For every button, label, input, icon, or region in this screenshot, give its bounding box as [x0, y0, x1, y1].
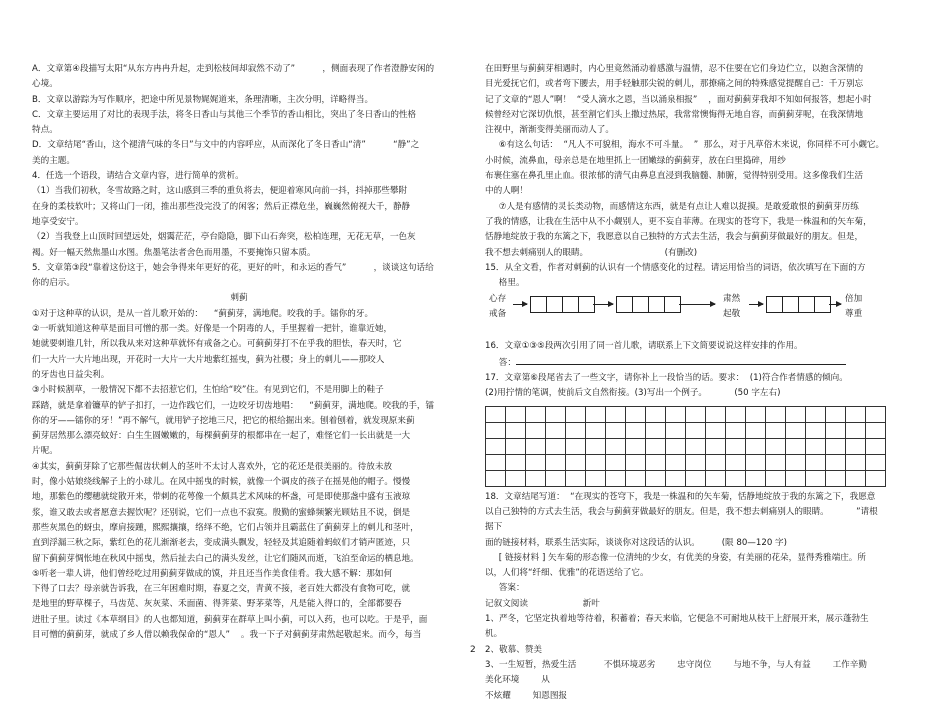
- grid-cell[interactable]: [766, 455, 786, 471]
- emotion-flow-diagram: [487, 293, 885, 337]
- text-line: 5．文章第③段“靠着这份这于，她会争得来年更好的花，更好的叶，和永运的香气” ，谈谈这句话给: [32, 262, 434, 273]
- text-line: 在田野里与蓟蓟芽相遇时，内心里竟然涌动着感激与温情，忍不住要在它们身边伫立，以抱含深情的: [485, 64, 864, 74]
- arrow-icon: [749, 304, 763, 305]
- grid-row: [486, 423, 886, 439]
- text-line: 面的链接材料，联系生活实际，谈谈你对这段话的认识。 (限 80—120 字): [485, 537, 787, 548]
- text-line: 候曾经对它深切仇恨，甚至割它们头上撒过热尿，我常常懊悔得无地自容，而蓟蓟芽呢，在我深情地: [485, 109, 864, 120]
- grid-cell[interactable]: [786, 439, 806, 455]
- grid-cell[interactable]: [646, 439, 666, 455]
- grid-cell[interactable]: [666, 455, 686, 471]
- text-line: B．文章以游踪为写作顺序，把途中所见景物娓娓道来，条理清晰，主次分明，详略得当。: [32, 94, 374, 105]
- grid-cell[interactable]: [806, 407, 826, 423]
- grid-cell[interactable]: [826, 407, 846, 423]
- text-line: ①对于这种草的认识，是从一首儿歌开始的： “蓟蓟芽，满地爬。咬我的手。镭你的牙。: [32, 308, 374, 319]
- grid-cell[interactable]: [786, 423, 806, 439]
- grid-cell[interactable]: [506, 471, 526, 487]
- text-line: 美的主题。: [32, 155, 75, 166]
- grid-cell[interactable]: [666, 423, 686, 439]
- text-line: 她就要刺谁几针，所以我从来对这种草就怀有戒备之心。可蓟蓟芽打不在乎我的胆怯，春天时，它: [32, 339, 402, 350]
- grid-cell[interactable]: [566, 439, 586, 455]
- grid-cell[interactable]: [806, 471, 826, 487]
- text-line: 心境。: [32, 79, 58, 90]
- text-line: 们一大片一大片地出现，开花时一大片一大片地紫红摇曳，蓟为社稷；身上的刺儿——那咬人: [32, 354, 385, 365]
- text-line: 以自己独特的方式去生活，我会与蓟蓟芽做最好的朋友。但是，我不想去刺痛别人的眼睛。 ”请根据下: [485, 506, 878, 533]
- text-line: 时，像小姑娘绕线解子上的小球儿。在风中摇曳的时候，就像一个调皮的孩子在摇晃他的帽子。慢慢: [32, 477, 411, 488]
- answer-line[interactable]: [516, 355, 846, 365]
- grid-cell[interactable]: [726, 407, 746, 423]
- grid-cell[interactable]: [726, 439, 746, 455]
- grid-cell[interactable]: [666, 407, 686, 423]
- text-line: 特点。: [32, 125, 58, 136]
- left-column: [32, 62, 446, 643]
- text-line: 直到浮漏三秋之际，紫红色的花儿渐渐老去，变成满头飘发，轻轻及其追随着蚂蚁们才销声匿迹，只: [32, 538, 411, 549]
- grid-cell[interactable]: [806, 439, 826, 455]
- question-18-and-answers: [485, 490, 889, 704]
- text-line: 目可憎的蓟蓟芽，就成了乡人借以赖我保命的“恩人” 。我一下子对蓟蓟芽肃然起敬起来。而今，每当: [32, 629, 422, 640]
- text-line: 留下蓟蓟芽惆怅地在秋风中摇曳，然后扯去白己的满头发丝，让它们随风而逝，飞泊至命运的栖息地。: [32, 553, 419, 564]
- grid-cell[interactable]: [646, 455, 666, 471]
- grid-cell[interactable]: [586, 471, 606, 487]
- grid-cell[interactable]: [486, 407, 506, 423]
- text-line: 以，人们将“纤细、优雅”的花语送给了它。: [485, 568, 649, 579]
- grid-cell[interactable]: [786, 407, 806, 423]
- writing-grid[interactable]: [485, 406, 886, 487]
- grid-cell[interactable]: [666, 439, 686, 455]
- grid-cell[interactable]: [866, 407, 886, 423]
- text-line: ⑦人是有感情的灵长类动物，而感情这东西，就是有点让人难以捉摸。是敢爱敢恨的蓟蓟芽历练: [498, 201, 859, 212]
- text-line: 3、一生短暂，热爱生活 不惧环境恶劣 忠守岗位 与地不争，与人有益 工作辛勤 美化环境 从: [485, 659, 889, 686]
- text-line: 1、严冬，它坚定执着地等待着，积蓄着；春天来临，它便急不可耐地从枝干上舒展开来，展示蓬勃生: [485, 614, 869, 625]
- grid-cell[interactable]: [746, 471, 766, 487]
- text-line: 答案：: [498, 583, 525, 594]
- grid-cell[interactable]: [546, 423, 566, 439]
- grid-cell[interactable]: [686, 439, 706, 455]
- right-column: [485, 62, 889, 704]
- grid-cell[interactable]: [766, 471, 786, 487]
- text-line: 15．从全文看，作者对刺蓟的认识有一个情感变化的过程。请运用恰当的词语，依次填写在下面的方: [485, 262, 866, 273]
- text-line: 布裹住塞在鼻孔里止血。很浓郁的清气由鼻息直浸到我脑髓、肺腑，觉得特别受用。这多像我们生活: [485, 171, 864, 182]
- text-line: 恬静地绽放于我的东篱之下，我愿意以自己独特的方式去生活，我会与蓟蓟芽做最好的朋友。但是，: [485, 232, 864, 243]
- text-line: ④其实，蓟蓟芽除了它那些倔齿状刺人的茎叶不太讨人喜欢外，它的花还是很美丽的。待放未放: [32, 461, 393, 472]
- grid-cell[interactable]: [866, 423, 886, 439]
- grid-cell[interactable]: [566, 407, 586, 423]
- text-line: A．文章第④段描写太阳“从东方冉冉升起，走到松枝间却寂然不动了” ，侧面表现了作者澄静安闲的: [32, 64, 435, 74]
- grid-cell[interactable]: [746, 407, 766, 423]
- flow-label: 心存: [489, 294, 507, 305]
- arrow-icon: [829, 304, 841, 305]
- grid-row: [486, 407, 886, 423]
- text-line: ⑤听老一辈人讲，他们曾经吃过用蓟蓟芽做成的馍，并且还当作美食佳肴。我大感不解：那如何: [32, 568, 393, 579]
- grid-cell[interactable]: [706, 455, 726, 471]
- text-line: 地，那紫色的缨穗就绽散开来，带刺的花萼像一个颇具艺术风味的杯盏，可是即使那盏中盛有玉液琼: [32, 492, 411, 503]
- grid-cell[interactable]: [526, 471, 546, 487]
- text-line: 记了文章的“恩人”啊！ “受人滴水之恩，当以涌泉相报” ，面对蓟蓟芽我却不知如何报答，想起小时: [485, 94, 872, 105]
- text-line: 中的人啊！: [485, 186, 528, 197]
- grid-cell[interactable]: [806, 423, 826, 439]
- grid-cell[interactable]: [766, 439, 786, 455]
- text-line: 踩踏，就是拿着镰草的铲子扣打，一边作践它们，一边咬牙切齿地唱： “蓟蓟芽，满地爬。咬我的手，镭: [32, 400, 435, 411]
- grid-cell[interactable]: [866, 455, 886, 471]
- grid-cell[interactable]: [506, 407, 526, 423]
- grid-cell[interactable]: [846, 455, 866, 471]
- text-line: ②一听就知道这种草是面目可憎的那一类。好像是一个阴毒的人，手里握着一把针，谁靠近她，: [32, 324, 393, 335]
- grid-cell[interactable]: [686, 471, 706, 487]
- text-line: （2）当我登上山顶时回望远处，烟霭茫茫，亭台隐隐，脚下山石奔突，松柏连理，无花无草，一色灰: [32, 232, 416, 243]
- text-line: 在身的柔枝软叶；又将山门一闭，推出那些没完没了的闲客；然后正襟危坐，巍巍然俯视大千，静静: [32, 201, 411, 212]
- grid-cell[interactable]: [726, 471, 746, 487]
- grid-cell[interactable]: [686, 407, 706, 423]
- text-line: 蓟芽居然那么漂亮蚊好：白生生圆嫩嫩的，每棵蓟蓟芽的根都串在一起了，难怪它们一长出就是一大: [32, 431, 411, 442]
- grid-cell[interactable]: [826, 471, 846, 487]
- text-line: 了我的情感，让我在生活中从不小觑别人，更不妄自菲薄。在现实的苍穹下，我是一株温和的矢车菊，: [485, 216, 872, 227]
- grid-cell[interactable]: [566, 471, 586, 487]
- grid-cell[interactable]: [746, 455, 766, 471]
- grid-cell[interactable]: [586, 455, 606, 471]
- grid-cell[interactable]: [566, 423, 586, 439]
- grid-cell[interactable]: [646, 471, 666, 487]
- text-line: 17．文章第⑥段尾省去了一些文字，请你补上一段恰当的话。要求： (1)符合作者情感的倾向。: [485, 373, 848, 384]
- text-line: 16．文章①③⑤段两次引用了同一首儿歌，请联系上下文简要说说这样安排的作用。: [485, 341, 803, 352]
- text-line: 浆，谁又敢去或者愿意去握饮呢？还别说，它们一点也不寂寞。殷勤的蜜蜂频繁光顾姑且不说，倒是: [32, 507, 411, 518]
- text-line: 不炫耀 知恩图报: [485, 690, 568, 701]
- grid-cell[interactable]: [626, 455, 646, 471]
- arrow-icon: [679, 304, 715, 305]
- grid-cell[interactable]: [706, 423, 726, 439]
- text-line: 2、敬慕、赞美: [485, 644, 543, 655]
- flow-label: 起敬: [723, 309, 741, 320]
- text-line: 褐。好一幅天然焦墨山水图。焦墨笔法者舍色而用墨，不要掩饰只留本质。: [32, 247, 316, 258]
- grid-cell[interactable]: [486, 439, 506, 455]
- grid-cell[interactable]: [546, 439, 566, 455]
- grid-cell[interactable]: [606, 455, 626, 471]
- flow-label: 肃然: [723, 294, 741, 305]
- grid-cell[interactable]: [526, 439, 546, 455]
- answer-box-group[interactable]: [767, 296, 831, 313]
- grid-cell[interactable]: [786, 471, 806, 487]
- text-line: 进肚子里。读过《本草纲目》的人也都知道，蓟蓟芽在群草上叫小蓟，可以入药，也可以吃。于是乎，面: [32, 614, 428, 625]
- grid-cell[interactable]: [826, 455, 846, 471]
- grid-cell[interactable]: [606, 471, 626, 487]
- text-line: 是地里的野草棵子，马齿苋、灰灰菜、禾面菌、得荠菜、野茅菜等，凡是能入得口的，全部都要吞: [32, 599, 402, 610]
- text-line: D．文章结尾“香山，这个褪清气味的冬日”与文中的内容呼应，从而深化了冬日香山“清” “静”之: [32, 140, 420, 151]
- answer-box-group[interactable]: [531, 296, 595, 313]
- grid-cell[interactable]: [826, 439, 846, 455]
- grid-cell[interactable]: [566, 455, 586, 471]
- grid-cell[interactable]: [686, 423, 706, 439]
- grid-cell[interactable]: [686, 455, 706, 471]
- grid-cell[interactable]: [866, 471, 886, 487]
- grid-cell[interactable]: [626, 407, 646, 423]
- text-line: （1）当我们初秋，冬雪故路之时，这山感到三季的重负将去，便迎着寒风向前一抖，抖掉那些攀附: [32, 186, 408, 197]
- text-line: 格里。: [498, 278, 525, 289]
- text-line: 答：: [485, 355, 885, 371]
- grid-cell[interactable]: [606, 439, 626, 455]
- flow-label: 倍加: [845, 294, 863, 305]
- grid-cell[interactable]: [846, 471, 866, 487]
- grid-cell[interactable]: [506, 439, 526, 455]
- text-line: 下得了口去？母亲就告诉我，在三年困难时期，春夏之交，青黄不接，老百姓大都没有食物可吃，就: [32, 584, 411, 595]
- grid-cell[interactable]: [626, 471, 646, 487]
- grid-cell[interactable]: [626, 439, 646, 455]
- text-line: 小时候，流鼻血，母亲总是在地里抓上一团嫩绿的蓟蓟芽，放在臼里捣碎，用纱: [485, 155, 786, 166]
- grid-cell[interactable]: [746, 439, 766, 455]
- text-line: 你的启示。: [32, 278, 75, 289]
- text-line: 机。: [485, 629, 503, 640]
- grid-cell[interactable]: [546, 471, 566, 487]
- text-line: 记叙文阅读 新叶: [485, 598, 600, 609]
- flow-label: 戒备: [489, 309, 507, 320]
- grid-row: [486, 471, 886, 487]
- grid-cell[interactable]: [586, 439, 606, 455]
- text-line: 4．任选一个语段，请结合文章内容，进行简单的赏析。: [32, 171, 244, 182]
- grid-cell[interactable]: [486, 423, 506, 439]
- grid-cell[interactable]: [626, 423, 646, 439]
- grid-cell[interactable]: [666, 471, 686, 487]
- text-line: 刺蓟: [230, 293, 248, 304]
- grid-cell[interactable]: [586, 407, 606, 423]
- grid-cell[interactable]: [766, 407, 786, 423]
- text-line: 目光爱抚它们，或者弯下腰去，用手轻触那尖锐的刺儿，那撩痛之间的特殊感觉提醒自己：千万别忘: [485, 79, 864, 90]
- grid-cell[interactable]: [726, 423, 746, 439]
- text-line: 的牙齿也日益尖利。: [32, 369, 110, 380]
- grid-cell[interactable]: [606, 407, 626, 423]
- grid-cell[interactable]: [766, 423, 786, 439]
- text-line: [ 链接材料 ] 矢车菊的形态像一位清纯的少女，有优美的身姿，有美丽的花朵，显得秀雅端庄。所: [498, 552, 866, 563]
- grid-cell[interactable]: [646, 407, 666, 423]
- answer-box-group[interactable]: [617, 296, 681, 313]
- grid-cell[interactable]: [646, 423, 666, 439]
- text-line: ③小时候割草，一般情况下都不去招惹它们，生怕给“咬”住。有见到它们，不是用脚上的鞋子: [32, 385, 384, 396]
- grid-cell[interactable]: [546, 407, 566, 423]
- grid-cell[interactable]: [806, 455, 826, 471]
- text-line: 那些灰黑色的蚜虫，摩肩接踵，熙熙攘攘，络绎不绝，它们占领并且霸蓝住了蓟蓟芽上的刺儿和茎叶，: [32, 522, 419, 533]
- grid-cell[interactable]: [606, 423, 626, 439]
- grid-cell[interactable]: [866, 439, 886, 455]
- questions-16-17: [485, 339, 885, 401]
- grid-cell[interactable]: [546, 455, 566, 471]
- text-line: 地享受安宁。: [32, 216, 84, 227]
- text-line: 片呢。: [32, 446, 58, 457]
- grid-row: [486, 439, 886, 455]
- text-line: ⑥有这么句话： “凡人不可貌相，海水不可斗量。 ” 那么，对于凡草俗木来说，你同样不可小觑它。: [498, 140, 885, 151]
- grid-cell[interactable]: [526, 407, 546, 423]
- page-number: 2: [470, 645, 476, 655]
- text-line: C．文章主要运用了对比的表现手法，将冬日香山与其他三个季节的香山相比，突出了冬日香山的性格: [32, 109, 417, 120]
- grid-row: [486, 455, 886, 471]
- grid-cell[interactable]: [486, 471, 506, 487]
- grid-cell[interactable]: [746, 423, 766, 439]
- arrow-icon: [513, 304, 527, 305]
- text-line: 注视中，渐渐变得美丽而动人了。: [485, 125, 614, 136]
- grid-cell[interactable]: [526, 455, 546, 471]
- grid-cell[interactable]: [846, 407, 866, 423]
- grid-cell[interactable]: [846, 439, 866, 455]
- grid-cell[interactable]: [526, 423, 546, 439]
- grid-cell[interactable]: [706, 439, 726, 455]
- arrow-icon: [593, 304, 613, 305]
- grid-cell[interactable]: [706, 471, 726, 487]
- grid-cell[interactable]: [486, 455, 506, 471]
- text-line: 你的牙——镭你的牙！”再不解气，就用铲子挖地三尺，把它的根给掘出来。刨着刨着，就发现原来蓟: [32, 415, 415, 426]
- grid-cell[interactable]: [786, 455, 806, 471]
- text-line: 我不想去刺痛别人的眼睛。 (有删改): [485, 247, 698, 258]
- passage-and-questions: [485, 62, 885, 291]
- grid-cell[interactable]: [586, 423, 606, 439]
- grid-cell[interactable]: [706, 407, 726, 423]
- grid-cell[interactable]: [506, 455, 526, 471]
- text-line: 18．文章结尾写道： “在现实的苍穹下，我是一株温和的矢车菊，恬静地绽放于我的东篱之下，我愿意: [485, 491, 876, 502]
- grid-cell[interactable]: [726, 455, 746, 471]
- text-line: (2)用拧情的笔调，使前后文自然衔接。(3)写出一个例子。 (50 字左右): [485, 388, 781, 399]
- flow-label: 尊重: [845, 309, 863, 320]
- grid-cell[interactable]: [826, 423, 846, 439]
- grid-cell[interactable]: [506, 423, 526, 439]
- grid-cell[interactable]: [846, 423, 866, 439]
